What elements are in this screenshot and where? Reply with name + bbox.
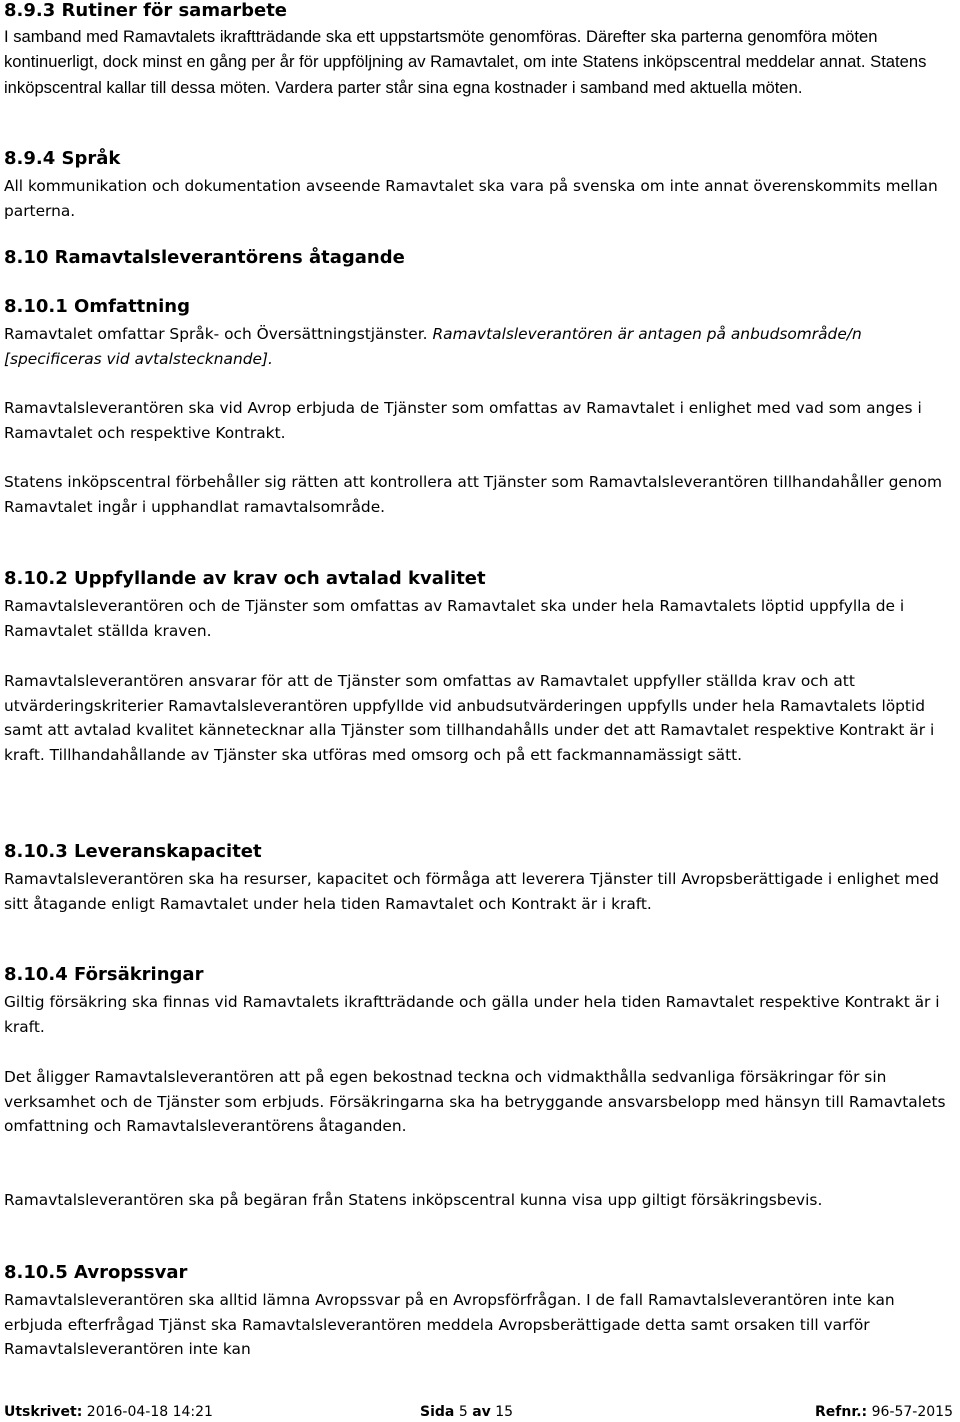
paragraph-8-10-4-proof: Ramavtalsleverantören ska på begäran från Statens inköpscentral kunna visa upp giltigt försäkringsbevis. [4, 1191, 823, 1209]
paragraph-8-9-3: I samband med Ramavtalets ikraftträdande ska ett uppstartsmöte genomföras. Därefter ska parterna genomföra möten kontinuerligt, dock minst en gång per år för uppföljning av Ramavtalet, om inte Statens inköpscentral meddelar annat. Statens inköpscentral kallar till dessa möten. Vardera parter står sina egna kostnader i samband med aktuella möten. [4, 27, 927, 97]
paragraph-8-9-4: All kommunikation och dokumentation avseende Ramavtalet ska vara på svenska om inte annat överenskommits mellan parterna. [4, 177, 938, 220]
paragraph-8-10-1-control: Statens inköpscentral förbehåller sig rätten att kontrollera att Tjänster som Ramavtalsleverantören tillhandahåller genom Ramavtalet ingår i upphandlat ramavtalsområde. [4, 473, 943, 516]
footer-reference [815, 1402, 953, 1422]
heading-8-10-3: 8.10.3 Leveranskapacitet [4, 841, 262, 862]
heading-8-9-4: 8.9.4 Språk [4, 148, 121, 169]
paragraph-8-10-4-validity: Giltig försäkring ska finnas vid Ramavtalets ikraftträdande och gälla under hela tiden Ramavtalet respektive Kontrakt är i kraft. [4, 993, 940, 1036]
paragraph-8-10-3: Ramavtalsleverantören ska ha resurser, kapacitet och förmåga att leverera Tjänster till Avropsberättigade i enlighet med sitt åtagande enligt Ramavtalet under hela tiden Ramavtalet och Kontrakt är i kraft. [4, 870, 939, 913]
scope-text: Ramavtalet omfattar Språk- och Översättningstjänster. [4, 325, 433, 343]
scope-italic-text: Ramavtalsleverantören är antagen på anbudsområde/n [specificeras vid avtalstecknande]. [4, 325, 862, 368]
printed-value: 2016-04-18 14:21 [86, 1404, 213, 1420]
heading-8-10-2: 8.10.2 Uppfyllande av krav och avtalad kvalitet [4, 568, 486, 589]
footer-printed [4, 1402, 213, 1422]
heading-8-10-4: 8.10.4 Försäkringar [4, 964, 204, 985]
heading-8-10-5: 8.10.5 Avropssvar [4, 1262, 188, 1283]
printed-label: Utskrivet: [4, 1404, 83, 1420]
paragraph-8-10-2-requirements: Ramavtalsleverantören och de Tjänster som omfattas av Ramavtalet ska under hela Ramavtalets löptid uppfylla de i Ramavtalet ställda kraven. [4, 597, 905, 640]
ref-label: Refnr.: [815, 1404, 868, 1420]
page-of: av [472, 1404, 491, 1420]
page-footer [4, 1402, 956, 1422]
ref-value: 96-57-2015 [871, 1404, 953, 1420]
paragraph-8-10-1-avrop: Ramavtalsleverantören ska vid Avrop erbjuda de Tjänster som omfattas av Ramavtalet i enlighet med vad som anges i Ramavtalet och respektive Kontrakt. [4, 399, 922, 442]
paragraph-8-10-4-obligation: Det åligger Ramavtalsleverantören att på egen bekostnad teckna och vidmakthålla sedvanliga försäkringar för sin verksamhet och de Tjänster som erbjuds. Försäkringarna ska ha betryggande ansvarsbelopp med hänsyn till Ramavtalets omfattning och Ramavtalsleverantörens åtaganden. [4, 1068, 946, 1136]
page-label: Sida [420, 1404, 455, 1420]
heading-8-10: 8.10 Ramavtalsleverantörens åtagande [4, 247, 405, 268]
heading-8-9-3: 8.9.3 Rutiner för samarbete [4, 0, 288, 21]
paragraph-8-10-2-quality: Ramavtalsleverantören ansvarar för att de Tjänster som omfattas av Ramavtalet uppfyller ställda krav och att utvärderingskriterier Ramavtalsleverantören uppfyllde vid anbudsutvärderingen uppfylls under hela Ramavtalets löptid samt att avtalad kvalitet kännetecknar alla Tjänster som tillhandahålls under det att Ramavtalet respektive Kontrakt är i kraft. Tillhandahållande av Tjänster ska utföras med omsorg och på ett fackmannamässigt sätt. [4, 672, 935, 764]
footer-page-number [420, 1402, 513, 1422]
page-total: 15 [495, 1404, 514, 1420]
paragraph-8-10-5: Ramavtalsleverantören ska alltid lämna Avropssvar på en Avropsförfrågan. I de fall Ramavtalsleverantören inte kan erbjuda efterfrågad Tjänst ska Ramavtalsleverantören meddela Avropsberättigade detta samt orsaken till varför Ramavtalsleverantören inte kan [4, 1291, 895, 1359]
page-current: 5 [458, 1404, 468, 1420]
paragraph-8-10-1-scope [4, 322, 956, 371]
heading-8-10-1: 8.10.1 Omfattning [4, 296, 190, 317]
